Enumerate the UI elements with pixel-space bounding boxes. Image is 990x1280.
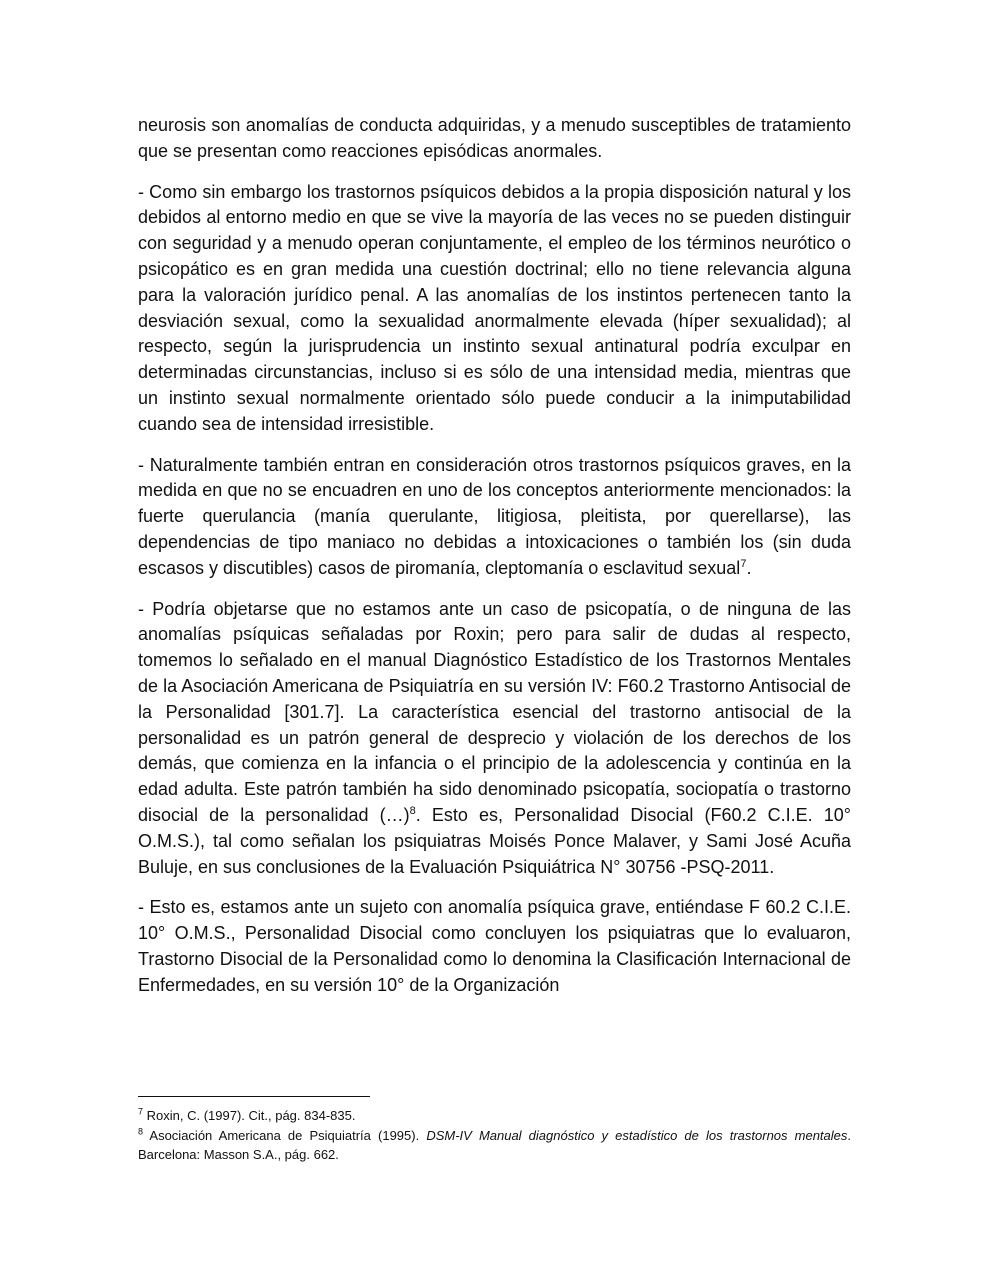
footnote-7-text: Roxin, C. (1997). Cit., pág. 834-835. [143,1108,356,1123]
paragraph-4 [138,597,851,881]
footnote-7-number: 7 [138,1106,144,1117]
footnote-8-pre: Asociación Americana de Psiquiatría (1995). [143,1127,427,1143]
footnote-8 [138,1126,851,1165]
footnote-divider [138,1096,370,1097]
paragraph-1: neurosis son anomalías de conducta adquiridas, y a menudo susceptibles de tratamiento que se presentan como reacciones episódicas anormales. [138,115,851,161]
paragraph-2: - Como sin embargo los trastornos psíquicos debidos a la propia disposición natural y los debidos al entorno medio en que se vive la mayoría de las veces no se pueden distinguir con seguridad y a menudo operan conjuntamente, el empleo de los términos neurótico o psicopático es en gran medida una cuestión doctrinal; ello no tiene relevancia alguna para la valoración jurídico penal. A las anomalías de los instintos pertenecen tanto la desviación sexual, como la sexualidad anormalmente elevada (híper sexualidad); al respecto, según la jurisprudencia un instinto sexual antinatural podría exculpar en determinadas circunstancias, incluso si es sólo de una intensidad media, mientras que un instinto sexual normalmente orientado sólo puede conducir a la inimputabilidad cuando sea de intensidad irresistible. [138,181,851,434]
footnote-ref-8[interactable]: 8 [409,804,416,817]
footnote-8-post: . Barcelona: Masson S.A., pág. 662. [138,1127,852,1162]
paragraph-3-text: - Naturalmente también entran en consideración otros trastornos psíquicos graves, en la medida en que no se encuadren en uno de los conceptos anteriormente mencionados: la fuerte querulancia (manía querulante, litigiosa, pleitista, por querellarse), las dependencias de tipo maniaco no debidas a intoxicaciones o también los (sin duda escasos y discutibles) casos de piromanía, cleptomanía o esclavitud sexual [138,454,851,578]
paragraph-3-end: . [746,557,752,578]
footnote-8-title: DSM-IV Manual diagnóstico y estadístico de los trastornos mentales [426,1127,848,1143]
paragraph-4-end: . Esto es, Personalidad Disocial (F60.2 C.I.E. 10° O.M.S.), tal como señalan los psiquiatras Moisés Ponce Malaver, y Sami José Acuña Buluje, en sus conclusiones de la Evaluación Psiquiátrica N° 30756 -PSQ-2011. [138,804,851,877]
footnotes [138,1106,851,1165]
footnote-ref-7[interactable]: 7 [740,557,747,570]
footnote-7 [138,1106,851,1126]
footnote-8-number: 8 [138,1126,144,1137]
document-body [138,113,851,1014]
paragraph-4-text: - Podría objetarse que no estamos ante un caso de psicopatía, o de ninguna de las anomalías psíquicas señaladas por Roxin; pero para salir de dudas al respecto, tomemos lo señalado en el manual Diagnóstico Estadístico de los Trastornos Mentales de la Asociación Americana de Psiquiatría en su versión IV: F60.2 Trastorno Antisocial de la Personalidad [301.7]. La característica esencial del trastorno antisocial de la personalidad es un patrón general de desprecio y violación de los derechos de los demás, que comienza en la infancia o el principio de la adolescencia y continúa en la edad adulta. Este patrón también ha sido denominado psicopatía, sociopatía o trastorno disocial de la personalidad (…) [138,598,851,825]
paragraph-5: - Esto es, estamos ante un sujeto con anomalía psíquica grave, entiéndase F 60.2 C.I.E. 10° O.M.S., Personalidad Disocial como concluyen los psiquiatras que lo evaluaron, Trastorno Disocial de la Personalidad como lo denomina la Clasificación Internacional de Enfermedades, en su versión 10° de la Organización [138,897,851,995]
paragraph-3 [138,453,851,582]
